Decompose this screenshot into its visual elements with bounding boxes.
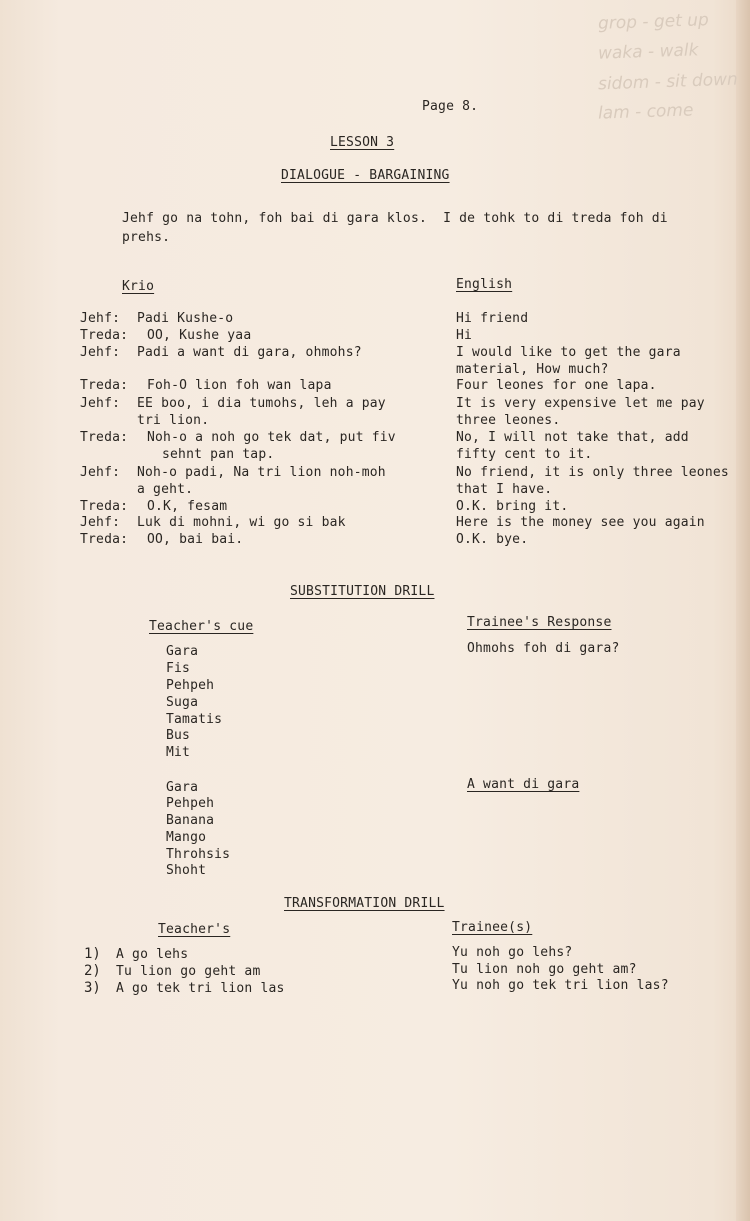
trainee-sentence: Tu lion noh go geht am? — [452, 962, 637, 977]
krio-line: Padi a want di gara, ohmohs? — [137, 345, 362, 360]
krio-line: tri lion. — [137, 413, 210, 428]
lesson-title: LESSON 3 — [330, 135, 395, 150]
english-line: Here is the money see you again — [456, 515, 705, 530]
intro-line-2: prehs. — [122, 230, 171, 245]
cue-word: Mit — [166, 745, 191, 760]
cue-word: Suga — [166, 695, 199, 710]
krio-line: Foh-O lion foh wan lapa — [147, 378, 332, 393]
krio-line: Luk di mohni, wi go si bak — [137, 515, 346, 530]
english-line: fifty cent to it. — [456, 447, 593, 462]
trainee-label: Trainee(s) — [452, 920, 533, 935]
cue-word: Fis — [166, 661, 191, 676]
page-edge — [736, 0, 750, 1221]
english-line: It is very expensive let me pay — [456, 396, 705, 411]
krio-column-heading: Krio — [122, 279, 155, 294]
english-line: that I have. — [456, 482, 553, 497]
krio-line: Padi Kushe-o — [137, 311, 234, 326]
cue-word: Gara — [166, 780, 199, 795]
speaker-4: Treda: — [80, 378, 129, 393]
cue-word: Shoht — [166, 863, 207, 878]
page-number: Page 8. — [422, 99, 479, 114]
speaker-7: Jehf: — [80, 465, 121, 480]
speaker-1: Jehf: — [80, 311, 121, 326]
teacher-label: Teacher's — [158, 922, 231, 937]
english-line: Four leones for one lapa. — [456, 378, 657, 393]
speaker-6: Treda: — [80, 430, 129, 445]
english-line: O.K. bye. — [456, 532, 529, 547]
cue-word: Tamatis — [166, 712, 223, 727]
english-line: No friend, it is only three leones — [456, 465, 729, 480]
speaker-9: Jehf: — [80, 515, 121, 530]
krio-line: Noh-o a noh go tek dat, put fiv — [147, 430, 396, 445]
english-line: O.K. bring it. — [456, 499, 569, 514]
response-1: Ohmohs foh di gara? — [467, 641, 620, 656]
margin-note-3: sidom - sit down — [597, 69, 739, 95]
item-number: 2) — [84, 963, 101, 979]
english-line: No, I will not take that, add — [456, 430, 689, 445]
transformation-heading: TRANSFORMATION DRILL — [284, 896, 445, 911]
teacher-sentence: Tu lion go geht am — [116, 964, 261, 979]
cue-word: Throhsis — [166, 847, 231, 862]
speaker-3: Jehf: — [80, 345, 121, 360]
english-line: I would like to get the gara — [456, 345, 681, 360]
english-line: Hi friend — [456, 311, 529, 326]
cue-word: Pehpeh — [166, 678, 215, 693]
item-number: 1) — [84, 946, 101, 962]
speaker-2: Treda: — [80, 328, 129, 343]
speaker-5: Jehf: — [80, 396, 121, 411]
teacher-cue-label: Teacher's cue — [149, 619, 254, 634]
substitution-heading: SUBSTITUTION DRILL — [290, 584, 435, 599]
margin-note-2: waka - walk — [597, 40, 699, 64]
teacher-sentence: A go tek tri lion las — [116, 981, 285, 996]
english-line: Hi — [456, 328, 473, 343]
krio-line: O.K, fesam — [147, 499, 228, 514]
margin-note-1: grop - get up — [597, 10, 710, 34]
intro-line-1: Jehf go na tohn, foh bai di gara klos. I de tohk to di treda foh di — [122, 211, 668, 226]
krio-line: EE boo, i dia tumohs, leh a pay — [137, 396, 386, 411]
cue-word: Bus — [166, 728, 191, 743]
item-number: 3) — [84, 980, 101, 996]
speaker-10: Treda: — [80, 532, 129, 547]
krio-line: OO, Kushe yaa — [147, 328, 252, 343]
speaker-8: Treda: — [80, 499, 129, 514]
response-2: A want di gara — [467, 777, 580, 792]
cue-word: Banana — [166, 813, 215, 828]
dialogue-heading: DIALOGUE - BARGAINING — [281, 168, 450, 183]
cue-word: Pehpeh — [166, 796, 215, 811]
cue-word: Mango — [166, 830, 207, 845]
trainee-sentence: Yu noh go tek tri lion las? — [452, 978, 669, 993]
teacher-sentence: A go lehs — [116, 947, 189, 962]
cue-word: Gara — [166, 644, 199, 659]
english-line: material, How much? — [456, 362, 609, 377]
krio-line: Noh-o padi, Na tri lion noh-moh — [137, 465, 386, 480]
margin-note-4: lam - come — [597, 100, 694, 124]
english-column-heading: English — [456, 277, 513, 292]
krio-line: sehnt pan tap. — [162, 447, 275, 462]
english-line: three leones. — [456, 413, 561, 428]
krio-line: a geht. — [137, 482, 194, 497]
krio-line: OO, bai bai. — [147, 532, 244, 547]
trainee-sentence: Yu noh go lehs? — [452, 945, 573, 960]
trainee-response-label: Trainee's Response — [467, 615, 612, 630]
